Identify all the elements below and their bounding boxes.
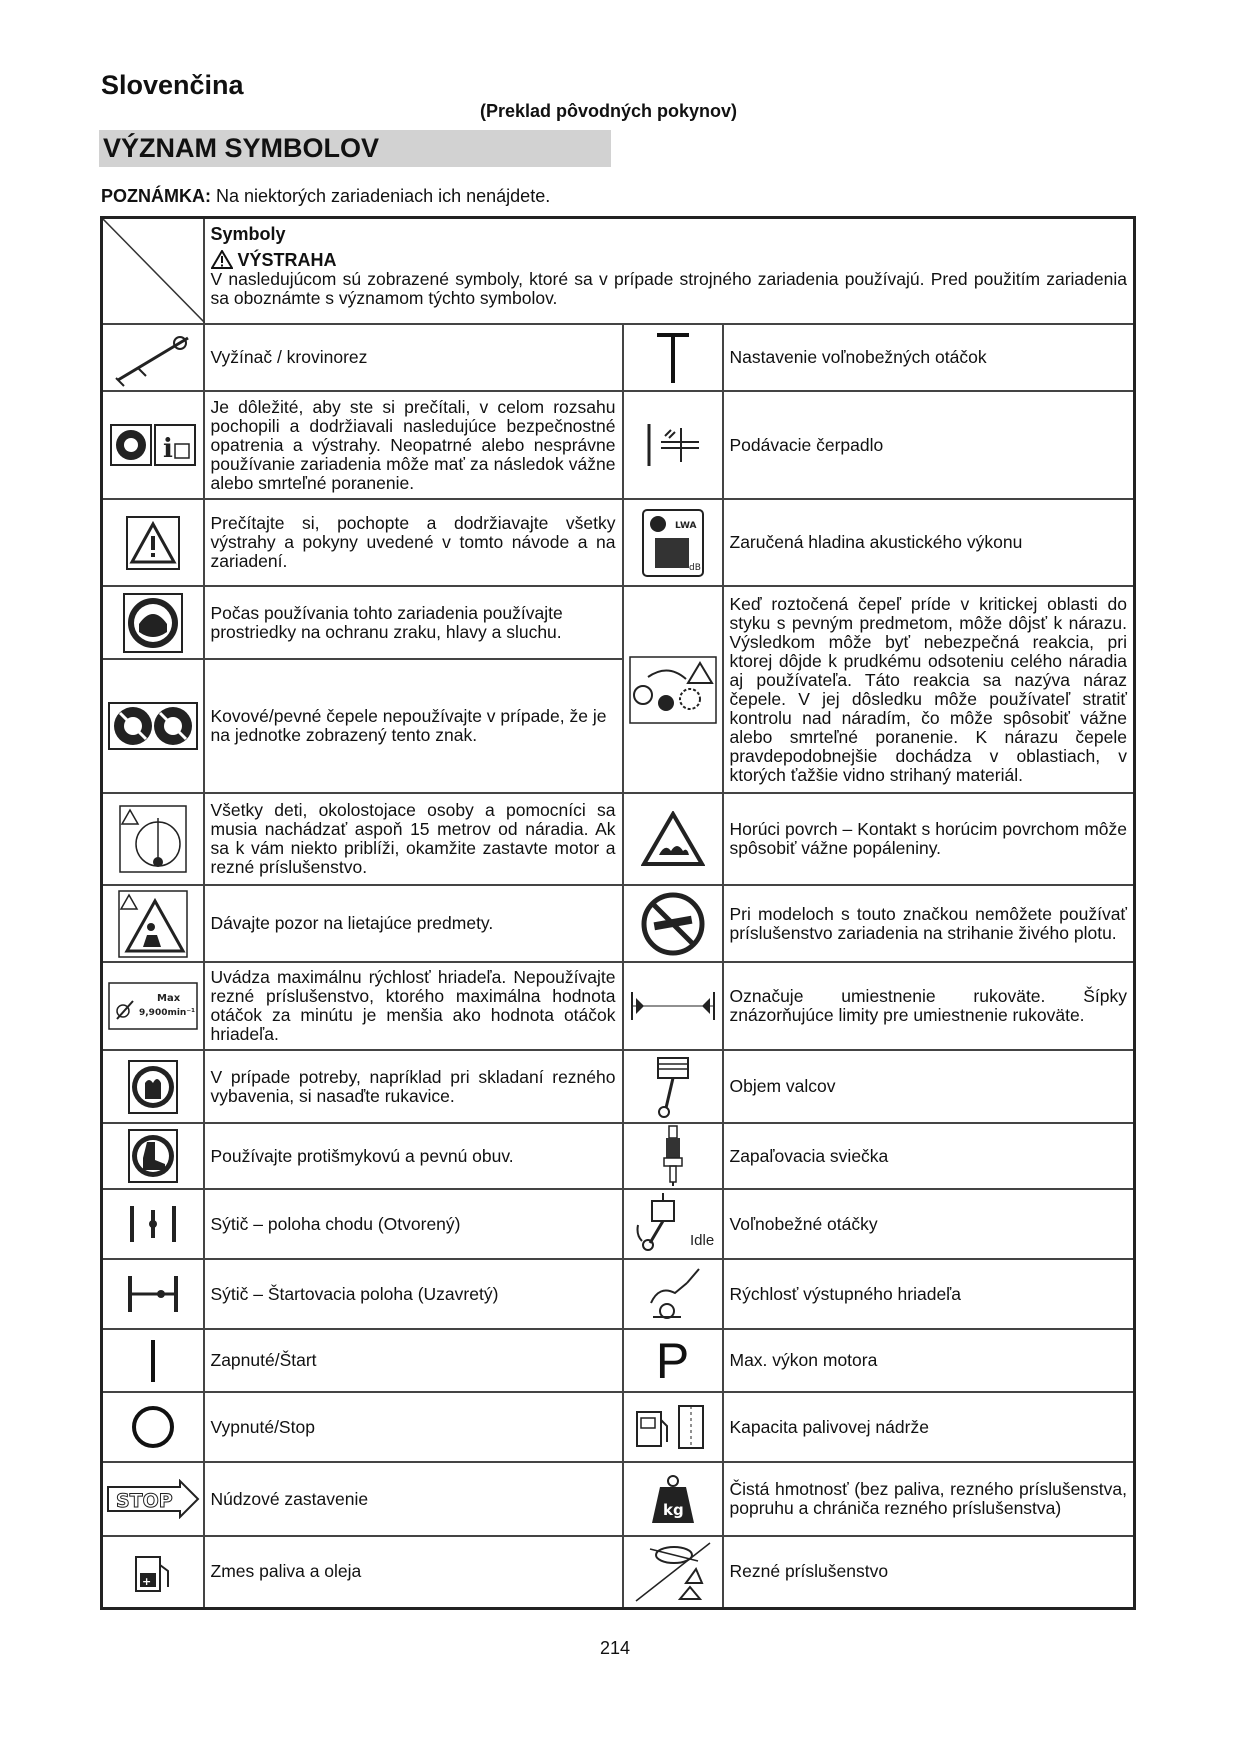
kickback-icon: [628, 655, 718, 725]
symbols-label: Symboly: [210, 224, 286, 244]
intro-cell: [204, 218, 1135, 325]
gloves-icon: [127, 1059, 179, 1115]
row-text-right: Označuje umiestnenie rukoväte. Šípky znázorňujúce limity pre umiestnenie rukoväte.: [723, 962, 1135, 1050]
flying-objects-icon: [117, 889, 189, 959]
warning-manual-icon: [124, 514, 182, 572]
table-row: [102, 499, 1135, 586]
row-text-left: Je dôležité, aby ste si prečítali, v celom rozsahu pochopili a dodržiavali nasledujúce bezpečnostné opatrenia a výstrahy. Neopatrné alebo nesprávne používanie zariadenia môže mať za následok vážne alebo smrteľné poranenie.: [204, 391, 623, 499]
diagonal-line-icon: [103, 219, 205, 323]
row-text-left: Vyžínač / krovinorez: [204, 324, 623, 391]
row-text-right: Zaručená hladina akustického výkonu: [723, 499, 1135, 586]
row-text-left: Používajte protišmykovú a pevnú obuv.: [204, 1123, 623, 1189]
table-row: [102, 391, 1135, 499]
row-text-right: Horúci povrch – Kontakt s horúcim povrchom môže spôsobiť vážne popáleniny.: [723, 793, 1135, 885]
translation-note: (Preklad pôvodných pokynov): [480, 101, 738, 121]
fuel-tank-capacity-icon: [633, 1402, 713, 1452]
table-row: [102, 1536, 1135, 1608]
row-text-right: Podávacie čerpadlo: [723, 391, 1135, 499]
db-label: dB: [688, 562, 701, 573]
table-row: [102, 1050, 1135, 1123]
table-row: [102, 1123, 1135, 1189]
off-stop-icon: [129, 1403, 177, 1451]
trimmer-icon: [108, 328, 198, 388]
read-manual-icon: [108, 420, 198, 470]
row-text-right: Nastavenie voľnobežných otáčok: [723, 324, 1135, 391]
on-start-icon: [146, 1338, 160, 1384]
row-text-right: Čistá hmotnosť (bez paliva, rezného príslušenstva, popruhu a chrániča rezného príslušenstva): [723, 1462, 1135, 1536]
emergency-stop-icon: [106, 1479, 200, 1519]
table-row: [102, 962, 1135, 1050]
row-text-left: V prípade potreby, napríklad pri skladaní rezného vybavenia, si nasaďte rukavice.: [204, 1050, 623, 1123]
section-title: VÝZNAM SYMBOLOV: [103, 133, 380, 163]
row-text-right: Voľnobežné otáčky: [723, 1189, 1135, 1259]
row-text-right: Objem valcov: [723, 1050, 1135, 1123]
row-text-left: Kovové/pevné čepele nepoužívajte v prípade, že je na jednotke zobrazený tento znak.: [204, 659, 623, 793]
table-row: [102, 793, 1135, 885]
note-text: Na niektorých zariadeniach ich nenájdete.: [211, 186, 551, 206]
stop-label: STOP: [115, 1490, 173, 1512]
max-shaft-speed-icon: [107, 981, 199, 1031]
max-power-p-icon: P: [655, 1332, 690, 1389]
spark-plug-icon: [658, 1124, 688, 1188]
footwear-icon: [127, 1128, 179, 1184]
hot-surface-icon: [641, 811, 705, 867]
lwa-label: LWA: [674, 520, 697, 531]
table-row: [102, 324, 1135, 391]
table-row: [102, 218, 1135, 325]
row-text-left: Všetky deti, okolostojace osoby a pomocníci sa musia nachádzať aspoň 15 metrov od náradia. Ak sa k vám niekto priblíži, okamžite zastavte motor a rezné príslušenstvo.: [204, 793, 623, 885]
idle-speed-icon: [628, 1191, 718, 1257]
svg-text:i: i: [162, 434, 173, 464]
sound-power-icon: [641, 508, 705, 578]
symbols-table: [100, 216, 1136, 1610]
warning-text: V nasledujúcom sú zobrazené symboly, ktoré sa v prípade strojného zariadenia používajú. Pred použitím zariadenia sa oboznámte s významom týchto symbolov.: [210, 269, 1127, 308]
row-text-left: Dávajte pozor na lietajúce predmety.: [204, 885, 623, 962]
warning-triangle-icon: [211, 250, 233, 269]
table-row: [102, 1329, 1135, 1392]
table-row: [102, 586, 1135, 659]
max-label: Max: [156, 993, 180, 1004]
language-heading: Slovenčina: [101, 70, 244, 100]
keep-distance-icon: [118, 804, 188, 874]
table-row: [102, 1259, 1135, 1329]
row-text-left: Núdzové zastavenie: [204, 1462, 623, 1536]
row-text-left: Uvádza maximálnu rýchlosť hriadeľa. Nepoužívajte rezné príslušenstvo, ktorého maximálna hodnota otáčok za minútu je menšia ako hodnota otáčok hriadeľa.: [204, 962, 623, 1050]
no-hedge-trimmer-icon: [640, 891, 706, 957]
choke-closed-icon: [125, 1272, 181, 1316]
note-label: POZNÁMKA:: [101, 186, 211, 206]
row-text-left: Zapnuté/Štart: [204, 1329, 623, 1392]
row-text-left: Zmes paliva a oleja: [204, 1536, 623, 1608]
cutting-attachment-icon: [630, 1539, 716, 1605]
row-text-left: Prečítajte si, pochopte a dodržiavajte všetky výstrahy a pokyny uvedené v tomto návode a na zariadení.: [204, 499, 623, 586]
page-number: 214: [600, 1638, 631, 1658]
table-row: [102, 1462, 1135, 1536]
primer-pump-icon: [643, 420, 703, 470]
fuel-oil-mix-icon: [130, 1549, 176, 1595]
row-text-left: Sýtič – Štartovacia poloha (Uzavretý): [204, 1259, 623, 1329]
kg-label: kg: [662, 1501, 684, 1519]
row-text-right: Zapaľovacia sviečka: [723, 1123, 1135, 1189]
idle-adjust-t-icon: [653, 331, 693, 385]
no-metal-blade-icon: [107, 701, 199, 751]
net-weight-icon: [650, 1473, 696, 1525]
note: [101, 186, 550, 207]
speed-label: 9,900min⁻¹: [138, 1008, 195, 1018]
row-text-right: Rezné príslušenstvo: [723, 1536, 1135, 1608]
warning-heading: [211, 250, 1128, 270]
row-text-right: Keď roztočená čepeľ príde v kritickej oblasti do styku s pevným predmetom, môže dôjsť k nárazu. Výsledkom môže byť nebezpečná reakcia, pri ktorej dôjde k prudkému odsoteniu celého náradia aj používateľa. Táto reakcia sa nazýva náraz čepele. V jej dôsledku môže používateľ stratiť kontrolu nad náradím, čo môže spôsobiť vážne alebo smrteľné poranenie. K nárazu čepele pravdepodobnejšie dochádza v oblastiach, v ktorých ťažšie vidno strihaný materiál.: [723, 586, 1135, 793]
row-text-right: Kapacita palivovej nádrže: [723, 1392, 1135, 1462]
row-text-left: Počas používania tohto zariadenia používajte prostriedky na ochranu zraku, hlavy a sluchu.: [204, 586, 623, 659]
row-text-right: Max. výkon motora: [723, 1329, 1135, 1392]
table-row: [102, 1189, 1135, 1259]
table-row: [102, 1392, 1135, 1462]
row-text-right: Pri modeloch s touto značkou nemôžete používať príslušenstvo zariadenia na strihanie živého plotu.: [723, 885, 1135, 962]
table-row: [102, 885, 1135, 962]
row-text-right: Rýchlosť výstupného hriadeľa: [723, 1259, 1135, 1329]
warning-label: VÝSTRAHA: [237, 250, 337, 270]
protective-gear-icon: [122, 592, 184, 654]
row-text-left: Vypnuté/Stop: [204, 1392, 623, 1462]
handle-position-icon: [628, 988, 718, 1024]
choke-open-icon: [127, 1202, 179, 1246]
diagonal-cell: [102, 218, 204, 325]
output-shaft-speed-icon: [641, 1263, 705, 1325]
row-text-left: Sýtič – poloha chodu (Otvorený): [204, 1189, 623, 1259]
svg-text:+: +: [141, 1574, 151, 1588]
cylinder-volume-icon: [648, 1054, 698, 1120]
idle-label: Idle: [689, 1232, 714, 1249]
